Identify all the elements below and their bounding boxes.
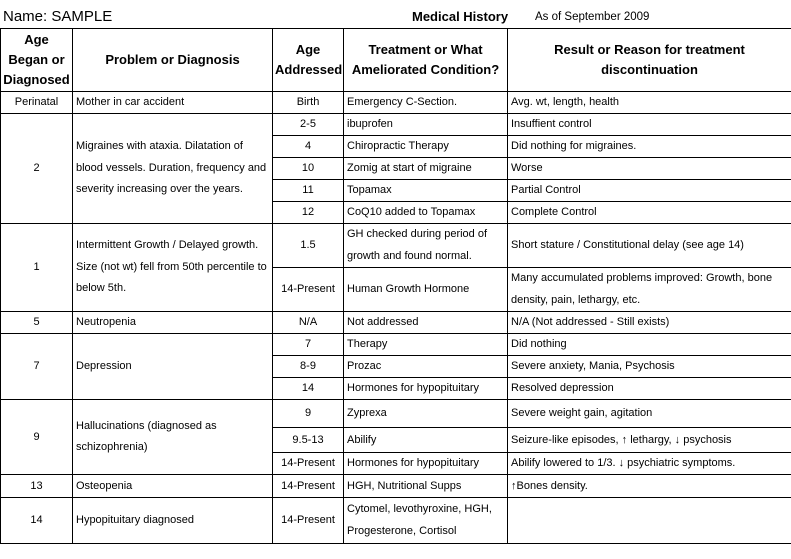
treatment-cell: Cytomel, levothyroxine, HGH, Progesterone, Cortisol (344, 498, 508, 544)
age-addressed-cell: Birth (273, 92, 344, 114)
age-addressed-cell: N/A (273, 312, 344, 334)
age-addressed-cell: 2-5 (273, 114, 344, 136)
age-addressed-cell: 10 (273, 158, 344, 180)
col-header-treatment: Treatment or What Ameliorated Condition? (344, 29, 508, 92)
treatment-cell: Zyprexa (344, 400, 508, 428)
problem-cell: Depression (73, 334, 273, 400)
patient-name: Name: SAMPLE (3, 8, 113, 25)
result-cell: Did nothing for migraines. (508, 136, 791, 158)
age-addressed-cell: 1.5 (273, 224, 344, 268)
table-row (1, 400, 791, 428)
age-addressed-cell: 14-Present (273, 475, 344, 498)
col-header-problem: Problem or Diagnosis (73, 29, 273, 92)
age-addressed-cell: 14-Present (273, 268, 344, 312)
table-row (1, 224, 791, 268)
treatment-cell: Therapy (344, 334, 508, 356)
age-addressed-cell: 4 (273, 136, 344, 158)
table-row (1, 114, 791, 136)
result-cell: Many accumulated problems improved: Growth, bone density, pain, lethargy, etc. (508, 268, 791, 312)
age-addressed-cell: 14-Present (273, 498, 344, 544)
age-began-cell: 13 (1, 475, 73, 498)
problem-cell: Migraines with ataxia. Dilatation of blood vessels. Duration, frequency and severity increasing over the years. (73, 114, 273, 224)
age-began-cell: 2 (1, 114, 73, 224)
treatment-cell: Hormones for hypopituitary (344, 453, 508, 475)
result-cell: Insuffient control (508, 114, 791, 136)
treatment-cell: Topamax (344, 180, 508, 202)
result-cell (508, 498, 791, 544)
treatment-cell: Hormones for hypopituitary (344, 378, 508, 400)
age-addressed-cell: 9.5-13 (273, 428, 344, 453)
result-cell: Resolved depression (508, 378, 791, 400)
treatment-cell: GH checked during period of growth and found normal. (344, 224, 508, 268)
result-cell: Short stature / Constitutional delay (see age 14) (508, 224, 791, 268)
treatment-cell: Abilify (344, 428, 508, 453)
age-addressed-cell: 7 (273, 334, 344, 356)
problem-cell: Osteopenia (73, 475, 273, 498)
medical-history-table (0, 28, 791, 544)
treatment-cell: Emergency C-Section. (344, 92, 508, 114)
result-cell: Seizure-like episodes, ↑ lethargy, ↓ psychosis (508, 428, 791, 453)
header-row (1, 29, 791, 92)
age-addressed-cell: 8-9 (273, 356, 344, 378)
age-began-cell: 1 (1, 224, 73, 312)
result-cell: Severe weight gain, agitation (508, 400, 791, 428)
result-cell: Complete Control (508, 202, 791, 224)
age-addressed-cell: 9 (273, 400, 344, 428)
table-row (1, 498, 791, 544)
age-began-cell: 7 (1, 334, 73, 400)
as-of-date: As of September 2009 (535, 11, 650, 23)
problem-cell: Intermittent Growth / Delayed growth. Size (not wt) fell from 50th percentile to below 5th. (73, 224, 273, 312)
result-cell: Avg. wt, length, health (508, 92, 791, 114)
result-cell: ↑Bones density. (508, 475, 791, 498)
treatment-cell: Human Growth Hormone (344, 268, 508, 312)
result-cell: Worse (508, 158, 791, 180)
age-began-cell: 14 (1, 498, 73, 544)
result-cell: Severe anxiety, Mania, Psychosis (508, 356, 791, 378)
treatment-cell: ibuprofen (344, 114, 508, 136)
treatment-cell: HGH, Nutritional Supps (344, 475, 508, 498)
result-cell: Partial Control (508, 180, 791, 202)
result-cell: Did nothing (508, 334, 791, 356)
treatment-cell: Not addressed (344, 312, 508, 334)
table-row (1, 92, 791, 114)
problem-cell: Mother in car accident (73, 92, 273, 114)
table-row (1, 312, 791, 334)
treatment-cell: Chiropractic Therapy (344, 136, 508, 158)
problem-cell: Hypopituitary diagnosed (73, 498, 273, 544)
col-header-age-addressed: Age Addressed (273, 29, 344, 92)
result-cell: N/A (Not addressed - Still exists) (508, 312, 791, 334)
treatment-cell: CoQ10 added to Topamax (344, 202, 508, 224)
age-began-cell: 5 (1, 312, 73, 334)
table-row (1, 475, 791, 498)
problem-cell: Neutropenia (73, 312, 273, 334)
problem-cell: Hallucinations (diagnosed as schizophrenia) (73, 400, 273, 475)
result-cell: Abilify lowered to 1/3. ↓ psychiatric symptoms. (508, 453, 791, 475)
treatment-cell: Zomig at start of migraine (344, 158, 508, 180)
age-addressed-cell: 11 (273, 180, 344, 202)
age-addressed-cell: 14-Present (273, 453, 344, 475)
age-addressed-cell: 14 (273, 378, 344, 400)
age-began-cell: Perinatal (1, 92, 73, 114)
age-addressed-cell: 12 (273, 202, 344, 224)
col-header-result: Result or Reason for treatment discontinuation (508, 29, 791, 92)
table-row (1, 334, 791, 356)
age-began-cell: 9 (1, 400, 73, 475)
document-header (0, 0, 791, 28)
document-title: Medical History (412, 9, 509, 24)
col-header-age-began: Age Began or Diagnosed (1, 29, 73, 92)
treatment-cell: Prozac (344, 356, 508, 378)
